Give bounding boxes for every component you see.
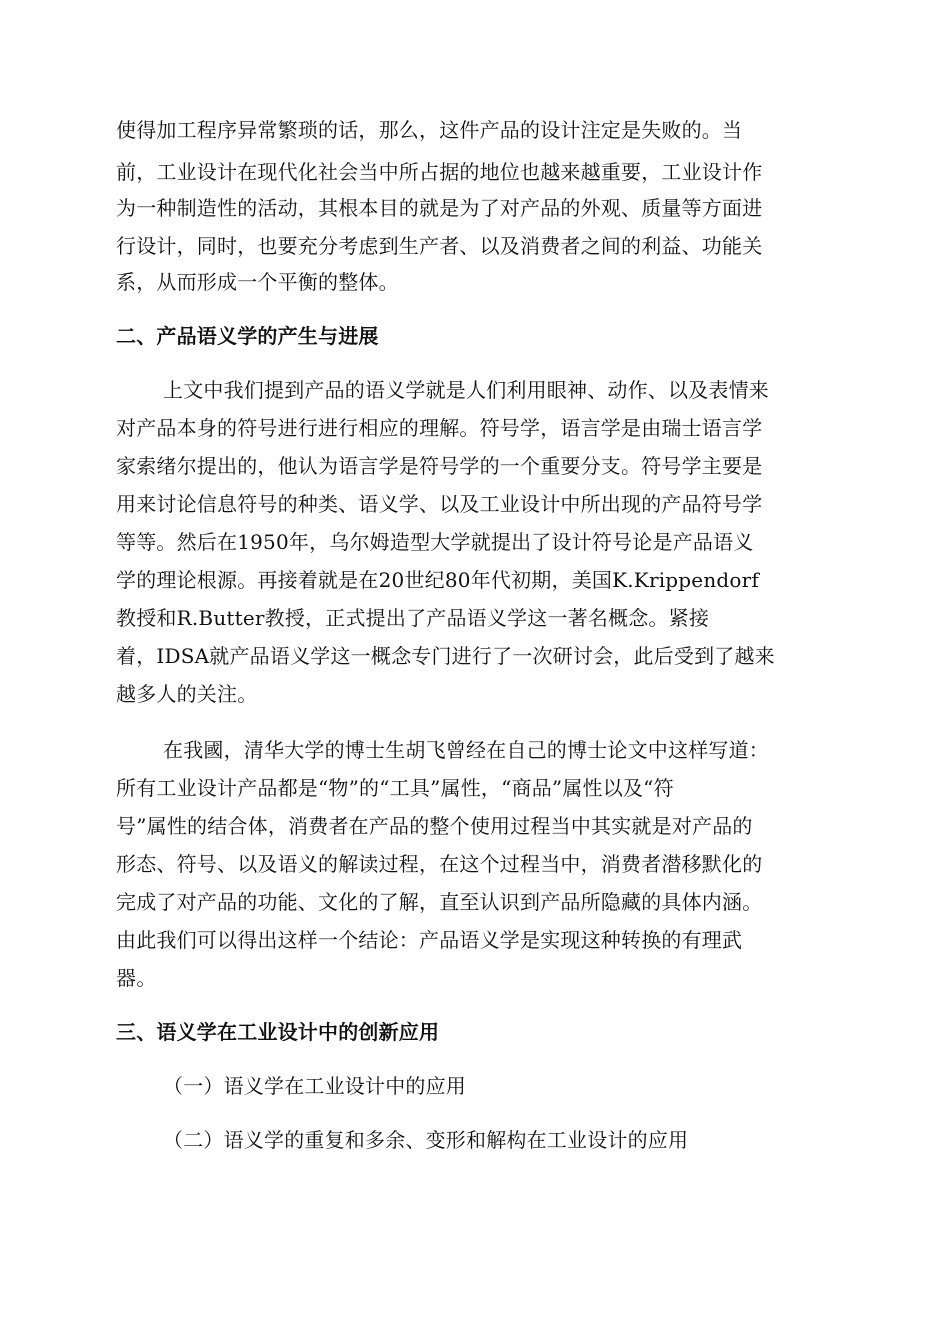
subheading-2: （二）语义学的重复和多余、变形和解构在工业设计的应用 bbox=[163, 1128, 689, 1152]
paragraph-2-line-2: 对产品本身的符号进行进行相应的理解。符号学，语言学是由瑞士语言学 bbox=[116, 416, 763, 440]
paragraph-2-line-5: 等等。然后在1950年，乌尔姆造型大学就提出了设计符号论是产品语义 bbox=[116, 530, 754, 554]
paragraph-2-line-9: 越多人的关注。 bbox=[116, 682, 258, 706]
paragraph-3-line-1: 在我國，清华大学的博士生胡飞曾经在自己的博士论文中这样写道： bbox=[163, 738, 769, 762]
paragraph-1-line-3: 为一种制造性的活动，其根本目的就是为了对产品的外观、质量等方面进 bbox=[116, 196, 763, 220]
paragraph-2-line-8: 着，IDSA就产品语义学这一概念专门进行了一次研讨会，此后受到了越来 bbox=[116, 644, 775, 668]
paragraph-1-line-4: 行设计，同时，也要充分考虑到生产者、以及消费者之间的利益、功能关 bbox=[116, 234, 763, 258]
paragraph-1-line-5: 系，从而形成一个平衡的整体。 bbox=[116, 270, 399, 294]
section-heading-3: 三、语义学在工业设计中的创新应用 bbox=[116, 1020, 440, 1044]
paragraph-3-line-5: 完成了对产品的功能、文化的了解，直至认识到产品所隐藏的具体内涵。 bbox=[116, 890, 763, 914]
paragraph-3-line-7: 器。 bbox=[116, 966, 157, 990]
paragraph-3-line-6: 由此我们可以得出这样一个结论：产品语义学是实现这种转换的有理武 bbox=[116, 928, 743, 952]
paragraph-3-line-3: 号”属性的结合体，消费者在产品的整个使用过程当中其实就是对产品的 bbox=[116, 814, 753, 838]
paragraph-2-line-6: 学的理论根源。再接着就是在20世纪80年代初期，美国K.Krippendorf bbox=[116, 568, 760, 592]
section-heading-2: 二、产品语义学的产生与进展 bbox=[116, 324, 379, 348]
subheading-1: （一）语义学在工业设计中的应用 bbox=[163, 1074, 466, 1098]
paragraph-2-line-1: 上文中我们提到产品的语义学就是人们利用眼神、动作、以及表情来 bbox=[163, 378, 769, 402]
paragraph-2-line-4: 用来讨论信息符号的种类、语义学、以及工业设计中所出现的产品符号学 bbox=[116, 492, 763, 516]
paragraph-1-line-1: 使得加工程序异常繁琐的话，那么，这件产品的设计注定是失败的。当 bbox=[116, 118, 743, 142]
paragraph-1-line-2: 前，工业设计在现代化社会当中所占据的地位也越来越重要，工业设计作 bbox=[116, 160, 763, 184]
paragraph-2-line-3: 家索绪尔提出的，他认为语言学是符号学的一个重要分支。符号学主要是 bbox=[116, 454, 763, 478]
paragraph-3-line-4: 形态、符号、以及语义的解读过程，在这个过程当中，消费者潜移默化的 bbox=[116, 852, 763, 876]
paragraph-2-line-7: 教授和R.Butter教授，正式提出了产品语义学这一著名概念。紧接 bbox=[116, 606, 710, 630]
paragraph-3-line-2: 所有工业设计产品都是“物”的“工具”属性，“商品”属性以及“符 bbox=[116, 776, 674, 800]
